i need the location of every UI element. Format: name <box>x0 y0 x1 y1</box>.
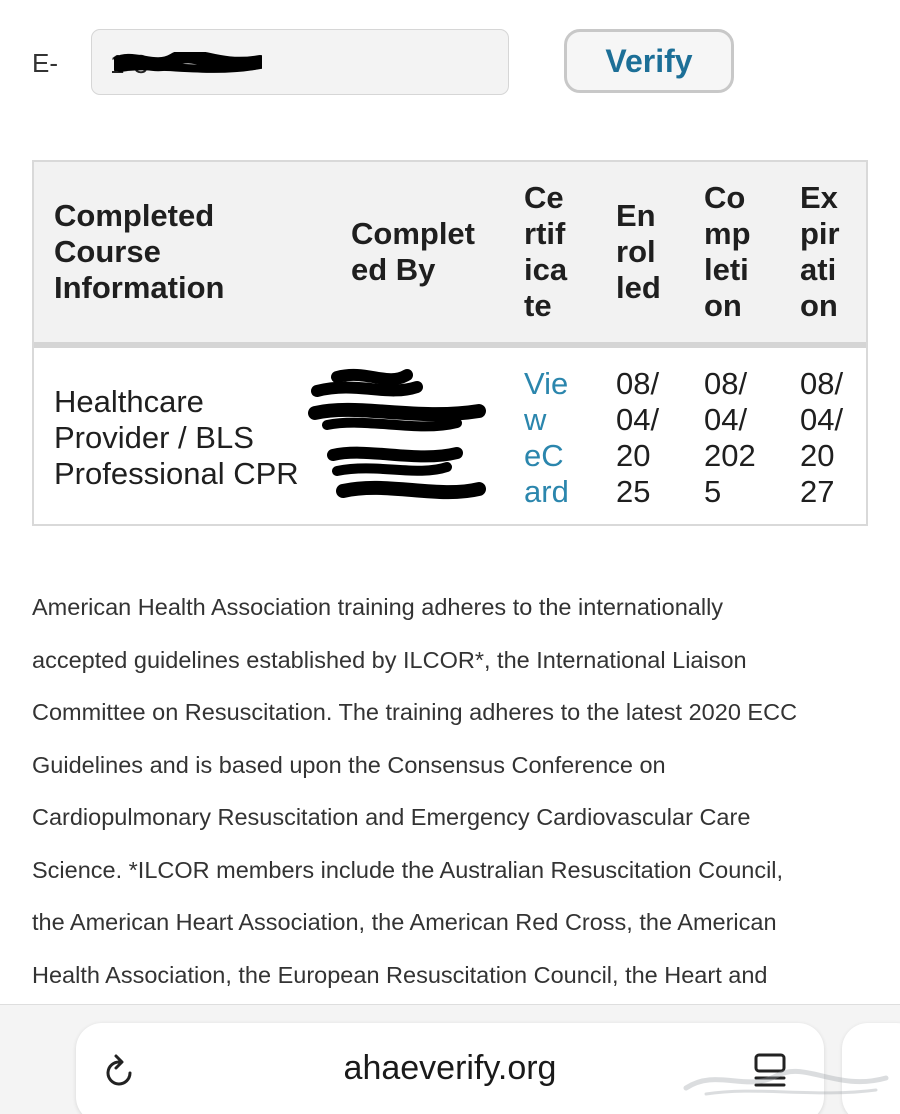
paragraph-line: Health Association, the European Resuscitation Council, the Heart and <box>32 961 768 988</box>
paragraph-line: Guidelines and is based upon the Consensus Conference on <box>32 751 666 778</box>
completed-by-redacted <box>307 367 487 507</box>
verify-button[interactable]: Verify <box>564 29 734 93</box>
enrolled-date: 08/ 04/ 20 25 <box>616 366 660 509</box>
ecard-code-value: 1 3 <box>110 49 150 79</box>
paragraph-line: accepted guidelines established by ILCOR*, the International Liaison <box>32 646 747 673</box>
header-certificate: Ce rtif ica te <box>524 180 568 323</box>
paragraph-line: American Health Association training adheres to the internationally <box>32 594 724 620</box>
watermark-logo <box>676 1062 896 1100</box>
header-completed-by: Complet ed By <box>351 216 475 287</box>
header-course-info: Completed Course Information <box>54 198 225 305</box>
paragraph-line: the American Heart Association, the American Red Cross, the American <box>32 909 777 935</box>
ecard-label: E- <box>32 48 58 78</box>
completion-date: 08/ 04/ 202 5 <box>704 366 756 509</box>
course-name: Healthcare Provider / BLS Professional CPR <box>54 384 299 491</box>
header-enrolled: En rol led <box>616 198 661 305</box>
url-text: ahaeverify.org <box>343 1049 557 1087</box>
expiration-date: 08/ 04/ 20 27 <box>800 366 844 509</box>
ecard-code-input[interactable] <box>91 29 509 95</box>
redaction-scribble <box>114 52 262 74</box>
paragraph-line: Cardiopulmonary Resuscitation and Emergency Cardiovascular Care <box>32 804 751 830</box>
table-header <box>34 162 866 348</box>
paragraph-line: Committee on Resuscitation. The training adheres to the latest 2020 ECC <box>32 699 798 725</box>
verify-form <box>32 29 872 97</box>
paragraph-line: Science. *ILCOR members include the Australian Resuscitation Council, <box>32 856 784 883</box>
view-ecard-link[interactable]: Vie w eC ard <box>524 366 569 509</box>
course-table <box>32 160 868 526</box>
accreditation-paragraph <box>32 581 872 1001</box>
header-completion: Co mp leti on <box>704 180 751 323</box>
header-expiration: Ex pir ati on <box>800 180 840 323</box>
